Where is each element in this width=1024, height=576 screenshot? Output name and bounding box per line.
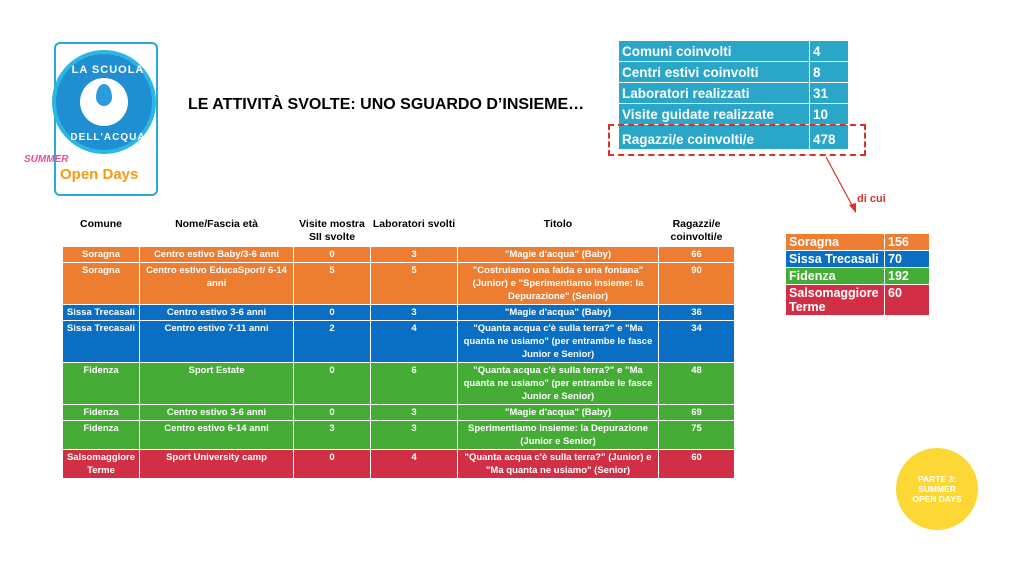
column-header: Nome/Fascia età <box>140 218 294 247</box>
breakdown-row <box>786 234 930 251</box>
title-cell: "Magie d'acqua" (Baby) <box>458 305 659 321</box>
labs-cell: 6 <box>371 363 458 405</box>
participants-cell: 48 <box>659 363 735 405</box>
column-header: Visite mostra SII svolte <box>294 218 371 247</box>
breakdown-label: Soragna <box>786 234 885 251</box>
title-cell: "Costruiamo una falda e una fontana" (Junior) e "Sperimentiamo insieme: la Depurazione" (Senior) <box>458 263 659 305</box>
visits-cell: 5 <box>294 263 371 305</box>
labs-cell: 4 <box>371 450 458 479</box>
breakdown-label: Salsomaggiore Terme <box>786 285 885 316</box>
title-cell: Sperimentiamo insieme: la Depurazione (Junior e Senior) <box>458 421 659 450</box>
visits-cell: 0 <box>294 363 371 405</box>
participants-cell: 36 <box>659 305 735 321</box>
summary-value: 478 <box>810 125 849 150</box>
highlight-box <box>608 124 866 156</box>
section-badge-text: PARTE 3: SUMMER OPEN DAYS <box>912 474 962 504</box>
labs-cell: 3 <box>371 405 458 421</box>
logo <box>24 42 164 192</box>
table-row <box>63 247 735 263</box>
column-header: Comune <box>63 218 140 247</box>
labs-cell: 3 <box>371 421 458 450</box>
summary-label: Centri estivi coinvolti <box>619 62 810 83</box>
column-header: Ragazzi/e coinvolti/e <box>659 218 735 247</box>
participants-cell: 69 <box>659 405 735 421</box>
breakdown-value: 70 <box>885 251 930 268</box>
table-row <box>63 321 735 363</box>
labs-cell: 3 <box>371 247 458 263</box>
title-cell: "Magie d'acqua" (Baby) <box>458 247 659 263</box>
breakdown-label: Sissa Trecasali <box>786 251 885 268</box>
participants-cell: 90 <box>659 263 735 305</box>
visits-cell: 0 <box>294 450 371 479</box>
visits-cell: 0 <box>294 247 371 263</box>
comune-cell: Soragna <box>63 263 140 305</box>
di-cui-label: di cui <box>857 193 886 205</box>
water-drop-icon <box>96 84 112 106</box>
column-header: Titolo <box>458 218 659 247</box>
breakdown-row <box>786 268 930 285</box>
breakdown-row <box>786 251 930 268</box>
visits-cell: 0 <box>294 405 371 421</box>
participants-cell: 34 <box>659 321 735 363</box>
breakdown-table <box>785 233 930 316</box>
comune-cell: Fidenza <box>63 405 140 421</box>
name-cell: Sport Estate <box>140 363 294 405</box>
summary-value: 4 <box>810 41 849 62</box>
comune-cell: Sissa Trecasali <box>63 305 140 321</box>
summary-label: Visite guidate realizzate <box>619 104 810 125</box>
breakdown-value: 156 <box>885 234 930 251</box>
logo-top-text: LA SCUOLA <box>71 64 145 76</box>
name-cell: Centro estivo 3-6 anni <box>140 405 294 421</box>
breakdown-value: 192 <box>885 268 930 285</box>
summary-row <box>619 62 849 83</box>
visits-cell: 0 <box>294 305 371 321</box>
comune-cell: Sissa Trecasali <box>63 321 140 363</box>
breakdown-value: 60 <box>885 285 930 316</box>
summary-value: 31 <box>810 83 849 104</box>
title-cell: "Quanta acqua c'è sulla terra?" e "Ma quanta ne usiamo" (per entrambe le fasce Junior e Senior) <box>458 321 659 363</box>
table-row <box>63 363 735 405</box>
logo-emblem <box>52 50 156 154</box>
name-cell: Centro estivo 6-14 anni <box>140 421 294 450</box>
participants-cell: 75 <box>659 421 735 450</box>
logo-summer-text: SUMMER <box>24 154 69 165</box>
title-cell: "Quanta acqua c'è sulla terra?" e "Ma quanta ne usiamo" (per entrambe le fasce Junior e Senior) <box>458 363 659 405</box>
arrow-icon <box>820 155 860 217</box>
activities-table <box>62 218 735 479</box>
logo-open-days-text: Open Days <box>60 166 139 183</box>
table-row <box>63 450 735 479</box>
breakdown-row <box>786 285 930 316</box>
participants-cell: 66 <box>659 247 735 263</box>
title-cell: "Magie d'acqua" (Baby) <box>458 405 659 421</box>
comune-cell: Fidenza <box>63 421 140 450</box>
summary-value: 8 <box>810 62 849 83</box>
labs-cell: 3 <box>371 305 458 321</box>
name-cell: Centro estivo Baby/3-6 anni <box>140 247 294 263</box>
section-badge <box>896 448 978 530</box>
logo-bottom-text: DELL'ACQUA <box>70 132 146 143</box>
labs-cell: 5 <box>371 263 458 305</box>
summary-row <box>619 83 849 104</box>
table-row <box>63 263 735 305</box>
comune-cell: Fidenza <box>63 363 140 405</box>
participants-cell: 60 <box>659 450 735 479</box>
breakdown-label: Fidenza <box>786 268 885 285</box>
summary-row <box>619 41 849 62</box>
name-cell: Centro estivo 7-11 anni <box>140 321 294 363</box>
comune-cell: Soragna <box>63 247 140 263</box>
page-title: LE ATTIVITÀ SVOLTE: UNO SGUARDO D’INSIEME… <box>188 96 585 113</box>
title-cell: "Quanta acqua c'è sulla terra?" (Junior) e "Ma quanta ne usiamo" (Senior) <box>458 450 659 479</box>
summary-row <box>619 104 849 125</box>
name-cell: Centro estivo 3-6 anni <box>140 305 294 321</box>
labs-cell: 4 <box>371 321 458 363</box>
column-header: Laboratori svolti <box>371 218 458 247</box>
summary-value: 10 <box>810 104 849 125</box>
summary-label: Ragazzi/e coinvolti/e <box>619 125 810 150</box>
visits-cell: 3 <box>294 421 371 450</box>
table-row <box>63 421 735 450</box>
name-cell: Centro estivo EducaSport/ 6-14 anni <box>140 263 294 305</box>
name-cell: Sport University camp <box>140 450 294 479</box>
table-row <box>63 305 735 321</box>
table-row <box>63 405 735 421</box>
summary-label: Laboratori realizzati <box>619 83 810 104</box>
summary-label: Comuni coinvolti <box>619 41 810 62</box>
visits-cell: 2 <box>294 321 371 363</box>
comune-cell: Salsomaggiore Terme <box>63 450 140 479</box>
